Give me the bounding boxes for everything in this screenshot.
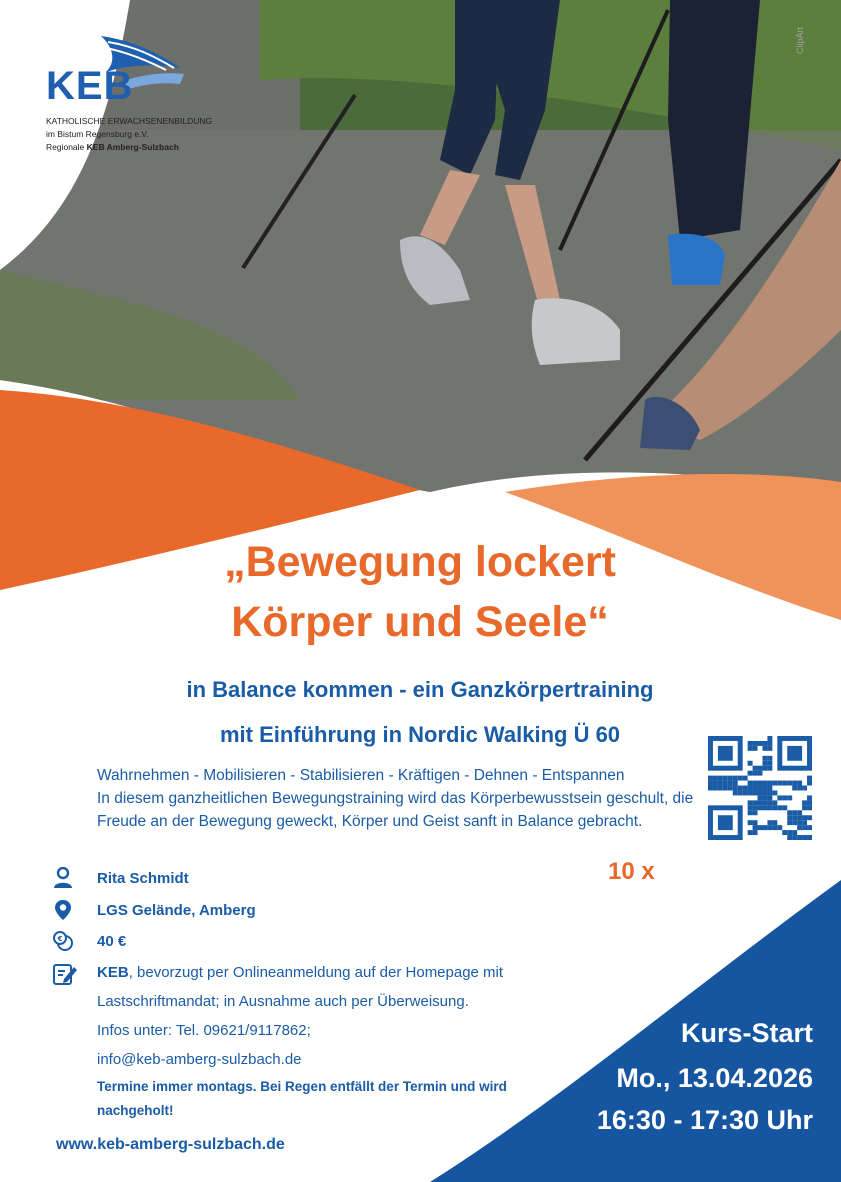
registration-org: KEB — [97, 964, 129, 981]
location: LGS Gelände, Amberg — [97, 902, 256, 919]
registration-method: , bevorzugt per Onlineanmeldung auf der Homepage mit Lastschriftmandat; in Ausnahme auch per Überweisung. — [97, 964, 504, 1010]
title-line-2: Körper und Seele“ — [231, 598, 609, 646]
subtitle-line-2: mit Einführung in Nordic Walking Ü 60 — [219, 722, 621, 747]
svg-text:€: € — [57, 935, 63, 943]
description — [97, 764, 697, 833]
logo-line-1: KATHOLISCHE ERWACHSENENBILDUNG — [46, 116, 213, 126]
subtitle-line-1: in Balance kommen - ein Ganzkörpertraining — [186, 677, 654, 702]
photo-credit: ClipArt — [795, 26, 805, 54]
course-start-label: Kurs-Start — [680, 1018, 813, 1048]
instructor-name: Rita Schmidt — [97, 870, 189, 887]
description-keywords: Wahrnehmen - Mobilisieren - Stabilisieren - Kräftigen - Dehnen - Entspannen — [97, 767, 625, 784]
schedule-note: Termine immer montags. Bei Regen entfällt der Termin und wird nachgeholt! — [97, 1079, 507, 1118]
location-pin-icon — [52, 899, 74, 921]
description-text: In diesem ganzheitlichen Bewegungstraining wird das Körperbewusstsein geschult, die Freude an der Bewegung geweckt, Körper und Geist sanft in Balance gebracht. — [97, 790, 694, 830]
phone-info: Infos unter: Tel. 09621/9117862; — [97, 1022, 311, 1039]
logo-line-3-prefix: Regionale — [46, 142, 87, 152]
logo-line-3-bold: KEB Amberg-Sulzbach — [86, 142, 179, 152]
logo-wordmark: KEB — [46, 64, 134, 108]
session-count: 10 x — [608, 858, 655, 885]
person-icon — [52, 867, 74, 889]
course-start-time: 16:30 - 17:30 Uhr — [596, 1105, 813, 1135]
price: 40 € — [97, 933, 127, 950]
title-line-1: „Bewegung lockert — [224, 538, 616, 586]
form-edit-icon — [52, 962, 78, 986]
email-link[interactable]: info@keb-amberg-sulzbach.de — [97, 1051, 302, 1068]
course-start-date: Mo., 13.04.2026 — [616, 1063, 813, 1093]
qr-code[interactable] — [708, 736, 812, 840]
logo-line-3 — [46, 142, 179, 152]
registration-text — [97, 958, 577, 1016]
website-link[interactable]: www.keb-amberg-sulzbach.de — [56, 1136, 285, 1153]
coins-icon — [52, 930, 74, 952]
registration-info — [97, 958, 577, 1074]
logo-line-2: im Bistum Regensburg e.V. — [46, 129, 149, 139]
keb-logo — [44, 34, 244, 164]
